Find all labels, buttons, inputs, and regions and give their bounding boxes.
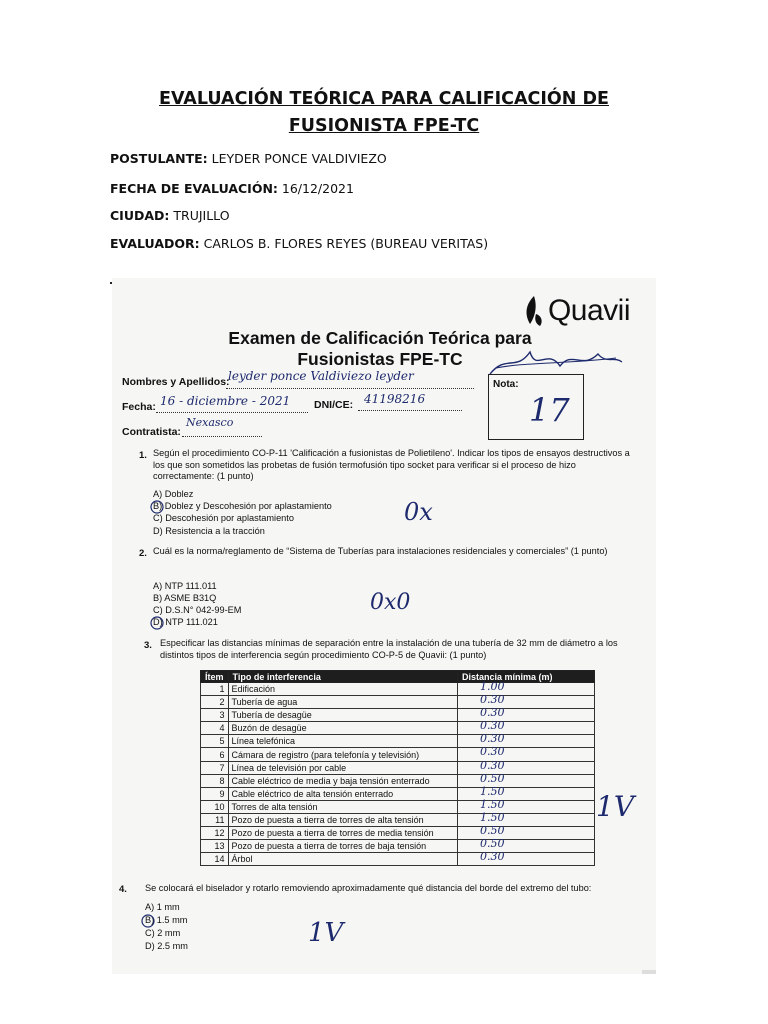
row-distance-value: 0.50 <box>480 824 505 838</box>
table-row <box>201 683 595 696</box>
fecha-value: 16/12/2021 <box>277 181 354 196</box>
table-row <box>201 800 595 813</box>
row-item-number: 13 <box>201 840 229 853</box>
row-distance-value: 0.30 <box>480 745 505 759</box>
row-distance-cell <box>458 680 595 696</box>
document-title: EVALUACIÓN TEÓRICA PARA CALIFICACIÓN DE FUSIONISTA FPE-TC <box>158 89 610 136</box>
postulante-label: POSTULANTE: <box>110 151 208 166</box>
q2-grade-mark: 0x0 <box>370 590 411 615</box>
table-row <box>201 787 595 800</box>
q2-option-a: A) NTP 111.011 <box>153 581 217 591</box>
row-distance-value: 1.00 <box>480 680 505 693</box>
postulante-row <box>110 151 387 166</box>
q3-number: 3. <box>144 640 152 651</box>
q4-option-d: D) 2.5 mm <box>145 941 188 951</box>
q4-option-a: A) 1 mm <box>145 902 180 912</box>
leaf-icon <box>522 294 544 328</box>
q1-number: 1. <box>139 450 147 461</box>
row-interference-type: Pozo de puesta a tierra de torres de media tensión <box>228 827 457 840</box>
row-distance-cell <box>458 824 595 840</box>
row-distance-value: 0.30 <box>480 719 505 733</box>
logo-text: Quavii <box>547 294 630 327</box>
distance-table <box>200 670 595 866</box>
q1-grade-mark: 0x <box>404 498 433 526</box>
row-item-number: 9 <box>201 787 229 800</box>
row-interference-type: Edificación <box>228 683 457 696</box>
fecha-line <box>156 412 308 413</box>
quavii-logo <box>522 294 630 328</box>
row-distance-value: 1.50 <box>480 797 505 811</box>
dni-value: 41198216 <box>364 392 426 406</box>
table-row <box>201 735 595 748</box>
table-row <box>201 748 595 761</box>
nombres-line <box>226 388 474 389</box>
row-distance-cell <box>458 771 595 787</box>
row-item-number: 4 <box>201 722 229 735</box>
dni-line <box>358 410 462 411</box>
q2-option-b: B) ASME B31Q <box>153 593 217 603</box>
row-item-number: 12 <box>201 827 229 840</box>
row-distance-value: 0.30 <box>480 850 505 864</box>
row-interference-type: Cable eléctrico de alta tensión enterrado <box>228 787 457 800</box>
fecha-exam-value: 16 - diciembre - 2021 <box>160 394 291 408</box>
row-distance-cell <box>458 758 595 774</box>
row-interference-type: Árbol <box>228 853 457 866</box>
table-row <box>201 761 595 774</box>
table-row <box>201 722 595 735</box>
q4-number: 4. <box>119 884 127 895</box>
row-distance-cell <box>458 706 595 722</box>
contratista-value: Nexasco <box>186 416 234 429</box>
scan-corner-mark <box>642 970 656 974</box>
row-item-number: 10 <box>201 800 229 813</box>
row-interference-type: Cámara de registro (para telefonía y televisión) <box>228 748 457 761</box>
row-distance-cell <box>458 719 595 735</box>
row-distance-value: 0.30 <box>480 732 505 746</box>
nota-box <box>488 374 584 440</box>
q2-text: Cuál es la norma/reglamento de “Sistema de Tuberías para instalaciones residenciales y comerciales” (1 punto) <box>153 546 608 556</box>
q1-option-b: B) Doblez y Descohesión por aplastamiento <box>153 501 332 511</box>
row-interference-type: Cable eléctrico de media y baja tensión enterrado <box>228 774 457 787</box>
contratista-line <box>182 436 262 437</box>
q3-text: Especificar las distancias mínimas de separación entre la instalación de una tubería de 32 mm de diámetro a los distintos tipos de interferencia según procedimiento CO-P-5 de Quavii: (1 punto) <box>160 638 618 660</box>
table-row <box>201 709 595 722</box>
q4-text: Se colocará el biselador y rotarlo removiendo aproximadamente qué distancia del borde del extremo del tubo: <box>145 883 592 893</box>
nombres-value: leyder ponce Valdiviezo leyder <box>228 369 414 383</box>
col-tipo: Tipo de interferencia <box>228 671 457 683</box>
row-interference-type: Buzón de desagüe <box>228 722 457 735</box>
table-header-row <box>201 671 595 683</box>
ciudad-label: CIUDAD: <box>110 208 170 223</box>
fecha-row <box>110 181 354 196</box>
exam-title: Examen de Calificación Teórica para Fusionistas FPE-TC <box>228 328 532 369</box>
ciudad-row <box>110 208 230 223</box>
fecha-label: FECHA DE EVALUACIÓN: <box>110 181 278 196</box>
q1-option-a: A) Doblez <box>153 489 194 499</box>
q2-option-d: D) NTP 111.021 <box>153 617 218 627</box>
q1-text: Según el procedimiento CO-P-11 'Calificación a fusionistas de Polietileno'. Indicar los tipos de ensayos destructivos a los que son sometidos las probetas de fusión termofusión tipo socket para verificar si el proceso de hizo correctamente: (1 punto) <box>153 448 630 481</box>
row-item-number: 3 <box>201 709 229 722</box>
q1-answer-circle <box>150 499 166 515</box>
q4-option-b: B) 1.5 mm <box>145 915 188 925</box>
row-distance-cell <box>458 693 595 709</box>
evaluador-row <box>110 236 488 251</box>
contratista-label: Contratista: <box>122 426 181 438</box>
table-row <box>201 813 595 826</box>
row-item-number: 8 <box>201 774 229 787</box>
row-distance-value: 0.30 <box>480 706 505 720</box>
nota-value: 17 <box>529 391 570 429</box>
row-distance-value: 0.30 <box>480 693 505 707</box>
q3-grade-mark: 1V <box>596 790 635 823</box>
row-distance-cell <box>458 850 595 866</box>
q2-option-c: C) D.S.N° 042-99-EM <box>153 605 242 615</box>
q1-option-d: D) Resistencia a la tracción <box>153 526 265 536</box>
row-interference-type: Tubería de agua <box>228 696 457 709</box>
nota-label: Nota: <box>493 379 519 390</box>
scanned-exam <box>112 278 656 974</box>
row-distance-value: 1.50 <box>480 784 505 798</box>
row-item-number: 1 <box>201 683 229 696</box>
table-row <box>201 696 595 709</box>
q1-option-c: C) Descohesión por aplastamiento <box>153 513 294 523</box>
table-row <box>201 827 595 840</box>
q2-number: 2. <box>139 548 147 559</box>
row-interference-type: Pozo de puesta a tierra de torres de alta tensión <box>228 813 457 826</box>
q4-grade-mark: 1V <box>308 918 344 948</box>
row-distance-value: 1.50 <box>480 810 505 824</box>
row-interference-type: Línea telefónica <box>228 735 457 748</box>
row-item-number: 5 <box>201 735 229 748</box>
row-distance-value: 0.30 <box>480 758 505 772</box>
evaluador-label: EVALUADOR: <box>110 236 200 251</box>
row-distance-cell <box>458 732 595 748</box>
row-distance-cell <box>458 837 595 853</box>
row-interference-type: Torres de alta tensión <box>228 800 457 813</box>
row-distance-cell <box>458 784 595 800</box>
col-item: Ítem <box>201 671 229 683</box>
fecha-exam-label: Fecha: <box>122 401 156 413</box>
col-distancia: Distancia mínima (m) <box>458 671 595 683</box>
row-item-number: 7 <box>201 761 229 774</box>
row-interference-type: Tubería de desagüe <box>228 709 457 722</box>
nombres-label: Nombres y Apellidos: <box>122 376 230 388</box>
row-distance-value: 0.50 <box>480 837 505 851</box>
row-distance-cell <box>458 797 595 813</box>
row-item-number: 2 <box>201 696 229 709</box>
row-interference-type: Línea de televisión por cable <box>228 761 457 774</box>
row-interference-type: Pozo de puesta a tierra de torres de baja tensión <box>228 840 457 853</box>
row-distance-value: 0.50 <box>480 771 505 785</box>
postulante-value: LEYDER PONCE VALDIVIEZO <box>207 151 387 166</box>
q4-answer-circle <box>141 913 157 929</box>
q2-answer-circle <box>150 615 166 631</box>
table-row <box>201 840 595 853</box>
ciudad-value: TRUJILLO <box>169 208 230 223</box>
dni-label: DNI/CE: <box>314 399 354 411</box>
row-item-number: 11 <box>201 813 229 826</box>
row-distance-cell <box>458 810 595 826</box>
q4-option-c: C) 2 mm <box>145 928 181 938</box>
table-row <box>201 774 595 787</box>
row-item-number: 14 <box>201 853 229 866</box>
evaluador-value: CARLOS B. FLORES REYES (BUREAU VERITAS) <box>199 236 489 251</box>
row-item-number: 6 <box>201 748 229 761</box>
row-distance-cell <box>458 745 595 761</box>
table-row <box>201 853 595 866</box>
